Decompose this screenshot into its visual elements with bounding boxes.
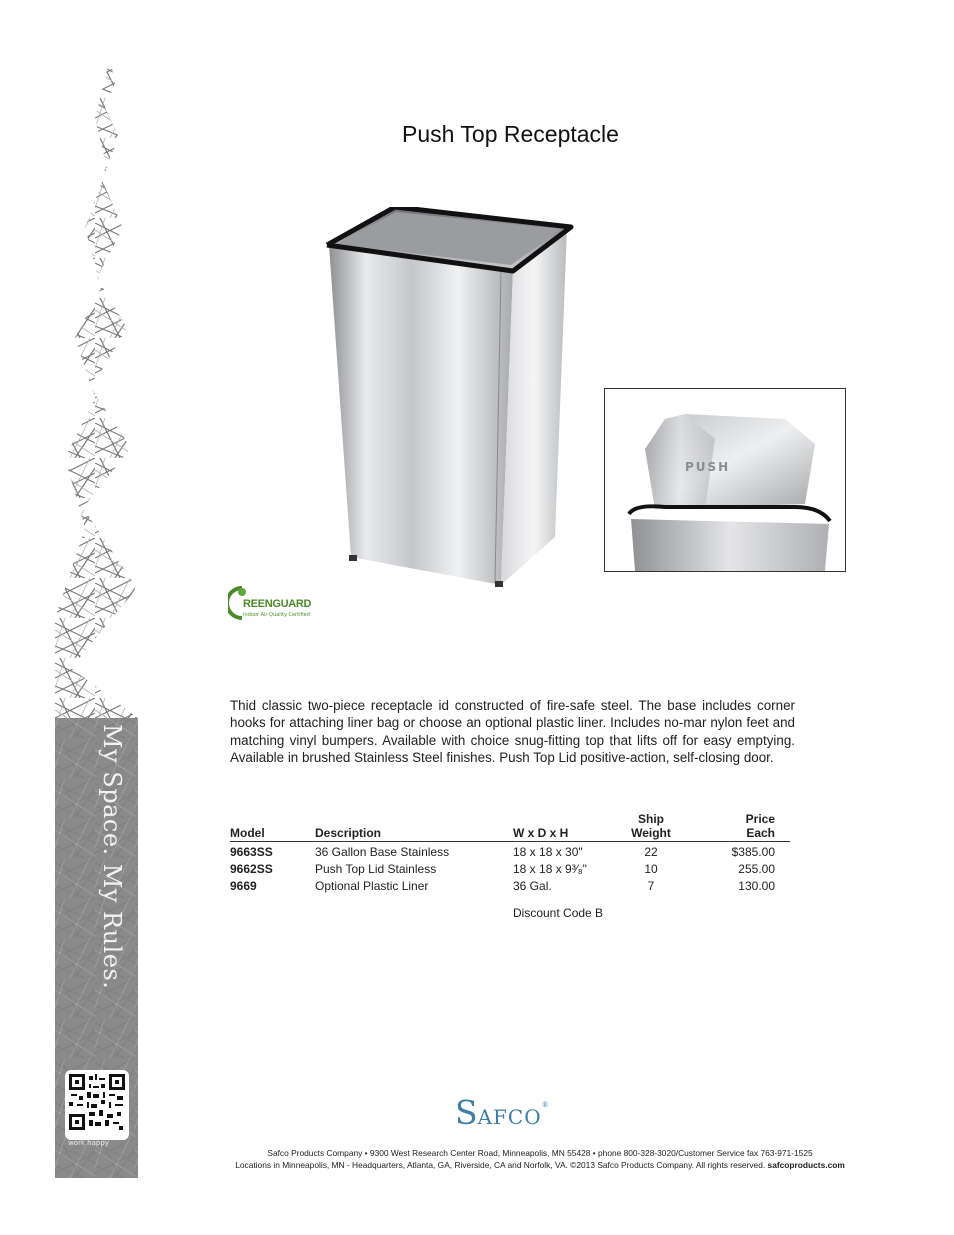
main-product-image <box>323 207 575 591</box>
qr-caption: work happy <box>68 1139 109 1147</box>
safco-logo <box>455 1093 549 1132</box>
header-ship-line1: Ship <box>638 812 664 826</box>
row-model: 9662SS <box>230 862 273 876</box>
row-dims: 18 x 18 x 30" <box>513 845 583 859</box>
detail-product-image <box>604 388 846 572</box>
row-ship: 22 <box>644 845 658 859</box>
header-ship-line2: Weight <box>631 826 671 840</box>
row-price: 130.00 <box>738 879 775 893</box>
greenguard-name: REENGUARD <box>243 598 312 610</box>
table-row <box>230 876 790 893</box>
header-ship-weight <box>616 812 686 840</box>
row-model: 9663SS <box>230 845 273 859</box>
header-price-line1: Price <box>745 812 775 826</box>
footer-locations-text: Locations in Minneapolis, MN - Headquarters, Atlanta, GA, Riverside, CA and Norfolk, VA. ©2013 Safco Products Company. All rights reserved. <box>235 1160 768 1170</box>
qr-code-icon <box>69 1074 125 1130</box>
row-description: Optional Plastic Liner <box>315 879 429 893</box>
row-model: 9669 <box>230 879 257 893</box>
row-price: $385.00 <box>731 845 775 859</box>
table-row <box>230 842 790 859</box>
sidebar-tagline <box>96 724 126 1054</box>
page-title: Push Top Receptacle <box>402 121 619 147</box>
row-description: Push Top Lid Stainless <box>315 862 437 876</box>
lid-push-text: PUSH <box>685 460 731 474</box>
footer-address: Safco Products Company • 9300 West Research Center Road, Minneapolis, MN 55428 • phone 800-328-3020/Customer Service fax 763-971-1525 <box>267 1148 813 1158</box>
row-price: 255.00 <box>738 862 775 876</box>
greenguard-subtitle: Indoor Air Quality Certified <box>243 612 310 618</box>
spec-table <box>230 811 790 893</box>
header-price-line2: Each <box>746 826 775 840</box>
logo-rest: AFCO <box>477 1105 542 1129</box>
footer-website-link[interactable]: safcoproducts.com <box>767 1160 845 1170</box>
product-description: Thid classic two-piece receptacle id constructed of fire-safe steel. The base includes corner hooks for attaching liner bag or choose an optional plastic liner. Includes no-mar nylon feet and matching vinyl bumpers. Available with choice snug-fitting top that lifts off for easy emptying. Available in brushed Stainless Steel finishes. Push Top Lid positive-action, self-closing door. <box>230 698 795 765</box>
table-header <box>230 811 790 842</box>
footer-locations <box>140 1160 940 1170</box>
discount-code: Discount Code B <box>513 906 604 920</box>
table-row <box>230 859 790 876</box>
header-dims: W x D x H <box>513 826 569 840</box>
header-price-each <box>746 812 775 840</box>
row-description: 36 Gallon Base Stainless <box>315 845 450 859</box>
qr-code[interactable] <box>65 1070 129 1140</box>
row-ship: 7 <box>647 879 655 893</box>
logo-initial: S <box>455 1093 478 1132</box>
header-description: Description <box>315 826 382 840</box>
row-dims: 36 Gal. <box>513 879 552 893</box>
row-ship: 10 <box>644 862 658 876</box>
greenguard-badge <box>228 584 328 628</box>
logo-registered: ® <box>541 1101 549 1109</box>
header-model: Model <box>230 826 265 840</box>
tagline-text: My Space. My Rules. <box>98 724 126 990</box>
row-dims: 18 x 18 x 9³⁄₈" <box>513 862 587 876</box>
